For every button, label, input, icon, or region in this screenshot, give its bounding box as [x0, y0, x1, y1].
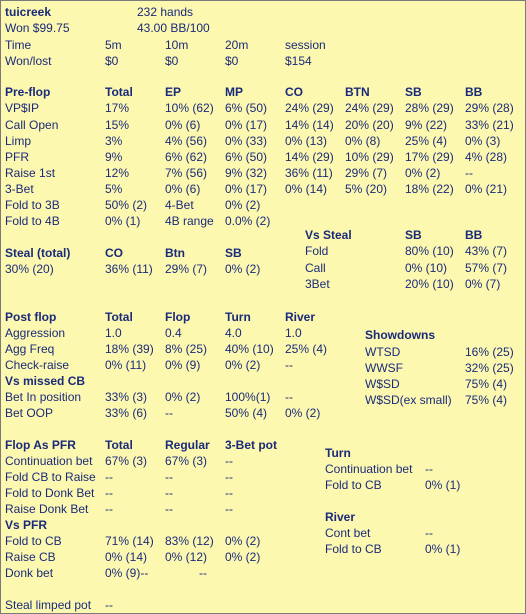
stat-cell: 0% (2): [285, 406, 321, 420]
stat-cell: 29% (7): [345, 166, 388, 180]
period-20m: 20m: [225, 38, 249, 52]
stat-cell: 0% (17): [225, 182, 268, 196]
stat-cell: 75% (4): [465, 393, 508, 407]
postflop-col-turn: Turn: [225, 310, 251, 324]
stat-cell: 33% (6): [105, 406, 148, 420]
time-label: Time: [5, 38, 32, 52]
preflop-col-co: CO: [285, 85, 303, 99]
stat-cell: 0% (2): [225, 198, 261, 212]
wonlost-20m: $0: [225, 54, 239, 68]
postflop-col-flop: Flop: [165, 310, 191, 324]
stat-cell: 6% (62): [165, 150, 208, 164]
preflop-col-ep: EP: [165, 85, 182, 99]
stat-cell: 29% (7): [165, 262, 208, 276]
stat-label-raise-donk-bet: Raise Donk Bet: [5, 502, 89, 516]
stat-cell: 1.0: [105, 326, 122, 340]
stat-label-turn-fold-to-cb: Fold to CB: [325, 478, 382, 492]
stat-cell: 7% (56): [165, 166, 208, 180]
period-session: session: [285, 38, 326, 52]
stat-cell: 4% (28): [465, 150, 508, 164]
stat-cell: --: [105, 486, 113, 500]
stat-cell: 6% (50): [225, 101, 268, 115]
stat-label-fold-3b: Fold to 3B: [5, 198, 60, 212]
postflop-col-total: Total: [105, 310, 133, 324]
stat-cell: 67% (3): [165, 454, 208, 468]
vs-steal-col-bb: BB: [465, 228, 483, 242]
steal-total: 30% (20): [5, 262, 54, 276]
stat-label-wsd-ex-small: W$SD(ex small): [365, 393, 452, 407]
stat-cell: 0% (1): [425, 478, 461, 492]
stat-cell: 20% (10): [405, 277, 454, 291]
stat-cell: 57% (7): [465, 261, 508, 275]
postflop-col-river: River: [285, 310, 316, 324]
stat-label-call-open: Call Open: [5, 118, 59, 132]
stat-cell: 15%: [105, 118, 130, 132]
stat-label-river-fold-to-cb: Fold to CB: [325, 542, 382, 556]
hands-count: 232 hands: [137, 5, 194, 19]
stat-cell: 43% (7): [465, 244, 508, 258]
stat-cell: 0% (1): [105, 214, 141, 228]
stat-cell: --: [199, 566, 207, 580]
stat-cell: 36% (11): [285, 166, 333, 180]
stat-cell: 0% (7): [465, 277, 501, 291]
vs-steal-label-3bet: 3Bet: [305, 277, 330, 291]
stat-label-check-raise: Check-raise: [5, 358, 70, 372]
stat-cell: 24% (29): [285, 101, 334, 115]
bb-per-100: 43.00 BB/100: [137, 21, 210, 35]
stat-cell: --: [105, 502, 113, 516]
stat-label-limp: Limp: [5, 134, 32, 148]
postflop-title: Post flop: [5, 310, 57, 324]
stat-cell: --: [285, 390, 293, 404]
stat-cell: 0% (2): [225, 550, 261, 564]
stat-label-bet-oop: Bet OOP: [5, 406, 54, 420]
stat-cell: 29% (28): [465, 101, 514, 115]
stat-cell: 0% (2): [225, 534, 261, 548]
stat-cell: --: [225, 502, 233, 516]
stat-cell: 67% (3): [105, 454, 148, 468]
stat-cell: --: [165, 502, 173, 516]
stat-cell: 4% (56): [165, 134, 208, 148]
flop-pfr-col-3bet-pot: 3-Bet pot: [225, 438, 277, 452]
stat-cell: --: [105, 598, 113, 612]
vs-steal-col-sb: SB: [405, 228, 422, 242]
stat-cell: 14% (29): [285, 150, 334, 164]
stat-cell: 16% (25): [465, 345, 514, 359]
stat-cell: --: [465, 166, 473, 180]
preflop-col-total: Total: [105, 85, 133, 99]
stat-label-bet-in-position: Bet In position: [5, 390, 82, 404]
stat-cell: 24% (29): [345, 101, 394, 115]
stat-cell: 0% (8): [345, 134, 381, 148]
stat-cell: 50% (2): [105, 198, 148, 212]
steal-col-co: CO: [105, 246, 123, 260]
stat-cell: 100%(1): [225, 390, 271, 404]
stat-cell: 0% (1): [425, 542, 461, 556]
stat-cell: 0% (10): [405, 261, 448, 275]
stat-cell: 33% (3): [105, 390, 148, 404]
stat-label-raise-cb: Raise CB: [5, 550, 56, 564]
stat-cell: --: [165, 470, 173, 484]
stat-label-donk-bet: Donk bet: [5, 566, 54, 580]
stat-cell: 9%: [105, 150, 123, 164]
stat-label-wtsd: WTSD: [365, 345, 401, 359]
stat-label-wwsf: WWSF: [365, 361, 403, 375]
showdowns-title: Showdowns: [365, 328, 435, 342]
stat-cell: 71% (14): [105, 534, 154, 548]
stat-cell: 0.0% (2): [225, 214, 271, 228]
stat-label-fold-to-cb: Fold to CB: [5, 534, 62, 548]
stat-cell: 25% (4): [285, 342, 328, 356]
stat-label-4b-range: 4B range: [165, 214, 214, 228]
stat-cell: 80% (10): [405, 244, 454, 258]
stat-cell: 0% (12): [165, 550, 208, 564]
stat-label-wsd: W$SD: [365, 377, 400, 391]
stat-cell: 18% (22): [405, 182, 454, 196]
vs-steal-label-call: Call: [305, 261, 326, 275]
stat-cell: 18% (39): [105, 342, 154, 356]
stat-cell: 36% (11): [105, 262, 153, 276]
stat-cell: 0% (21): [465, 182, 508, 196]
flop-pfr-title: Flop As PFR: [5, 438, 76, 452]
stat-label-steal-limped-pot: Steal limped pot: [5, 598, 92, 612]
stat-label-fold-4b: Fold to 4B: [5, 214, 60, 228]
stat-cell: 25% (4): [405, 134, 448, 148]
stat-label-continuation-bet: Continuation bet: [5, 454, 93, 468]
wonlost-session: $154: [285, 54, 312, 68]
stat-label-pfr: PFR: [5, 150, 29, 164]
stat-label-4bet: 4-Bet: [165, 198, 194, 212]
period-5m: 5m: [105, 38, 122, 52]
stat-label-fold-to-donk-bet: Fold to Donk Bet: [5, 486, 95, 500]
preflop-col-bb: BB: [465, 85, 483, 99]
stat-cell: 8% (25): [165, 342, 208, 356]
stat-cell: 0% (2): [165, 390, 201, 404]
stat-label-3bet: 3-Bet: [5, 182, 34, 196]
stat-cell: 17% (29): [405, 150, 454, 164]
stat-cell: 4.0: [225, 326, 242, 340]
stat-cell: 0% (6): [165, 182, 201, 196]
wonlost-label: Won/lost: [5, 54, 52, 68]
stat-cell: --: [285, 358, 293, 372]
stat-cell: 40% (10): [225, 342, 274, 356]
stat-cell: 0% (9): [165, 358, 201, 372]
stat-cell: 75% (4): [465, 377, 508, 391]
stat-cell: 0% (2): [225, 358, 261, 372]
stat-cell: 0% (17): [225, 118, 268, 132]
stat-cell: 10% (29): [345, 150, 394, 164]
stat-label-river-cont-bet: Cont bet: [325, 526, 371, 540]
stat-cell: 28% (29): [405, 101, 454, 115]
stat-cell: 9% (22): [405, 118, 448, 132]
stat-cell: 0% (2): [405, 166, 441, 180]
stat-cell: 3%: [105, 134, 123, 148]
won-amount: Won $99.75: [5, 21, 70, 35]
stat-cell: 32% (25): [465, 361, 514, 375]
vs-steal-title: Vs Steal: [305, 228, 352, 242]
stat-cell: 0% (3): [465, 134, 501, 148]
steal-col-sb: SB: [225, 246, 242, 260]
stat-cell: 5% (20): [345, 182, 388, 196]
steal-title: Steal (total): [5, 246, 71, 260]
stat-cell: 0% (6): [165, 118, 201, 132]
stat-cell: 6% (50): [225, 150, 268, 164]
stat-cell: 0% (9)--: [105, 566, 149, 580]
stat-cell: 5%: [105, 182, 123, 196]
vs-steal-label-fold: Fold: [305, 244, 329, 258]
preflop-col-sb: SB: [405, 85, 422, 99]
stat-cell: 83% (12): [165, 534, 214, 548]
stat-cell: --: [225, 454, 233, 468]
stat-cell: 14% (14): [285, 118, 334, 132]
stat-cell: --: [225, 486, 233, 500]
vs-missed-cb-title: Vs missed CB: [5, 374, 86, 388]
stat-cell: --: [165, 486, 173, 500]
stat-cell: 10% (62): [165, 101, 214, 115]
stat-cell: 0% (2): [225, 262, 261, 276]
period-10m: 10m: [165, 38, 189, 52]
stat-cell: 0.4: [165, 326, 182, 340]
stat-cell: 0% (13): [285, 134, 328, 148]
stat-cell: --: [225, 470, 233, 484]
steal-col-btn: Btn: [165, 246, 185, 260]
flop-pfr-col-regular: Regular: [165, 438, 210, 452]
stat-cell: 9% (32): [225, 166, 268, 180]
preflop-col-mp: MP: [225, 85, 243, 99]
stat-label-fold-cb-to-raise: Fold CB to Raise: [5, 470, 96, 484]
stat-cell: 0% (11): [105, 358, 147, 372]
stat-cell: 0% (33): [225, 134, 268, 148]
river-title: River: [325, 510, 356, 524]
player-name: tuicreek: [5, 5, 52, 19]
stat-cell: --: [165, 406, 173, 420]
stat-cell: --: [425, 462, 433, 476]
stat-cell: 17%: [105, 101, 130, 115]
stat-cell: 50% (4): [225, 406, 268, 420]
preflop-col-btn: BTN: [345, 85, 370, 99]
stat-cell: 0% (14): [285, 182, 328, 196]
stat-label-agg-freq: Agg Freq: [5, 342, 55, 356]
turn-title: Turn: [325, 446, 351, 460]
stat-cell: 20% (20): [345, 118, 394, 132]
stat-label-raise-first: Raise 1st: [5, 166, 56, 180]
stat-cell: --: [425, 526, 433, 540]
wonlost-10m: $0: [165, 54, 179, 68]
stat-cell: 12%: [105, 166, 130, 180]
preflop-title: Pre-flop: [5, 85, 51, 99]
stat-label-vpip: VP$IP: [5, 101, 40, 115]
vs-pfr-title: Vs PFR: [5, 518, 48, 532]
flop-pfr-col-total: Total: [105, 438, 133, 452]
stat-label-turn-cbet: Continuation bet: [325, 462, 413, 476]
stat-cell: --: [105, 470, 113, 484]
stat-cell: 1.0: [285, 326, 302, 340]
stat-cell: 33% (21): [465, 118, 514, 132]
stat-cell: 0% (14): [105, 550, 148, 564]
stat-label-aggression: Aggression: [5, 326, 66, 340]
wonlost-5m: $0: [105, 54, 119, 68]
